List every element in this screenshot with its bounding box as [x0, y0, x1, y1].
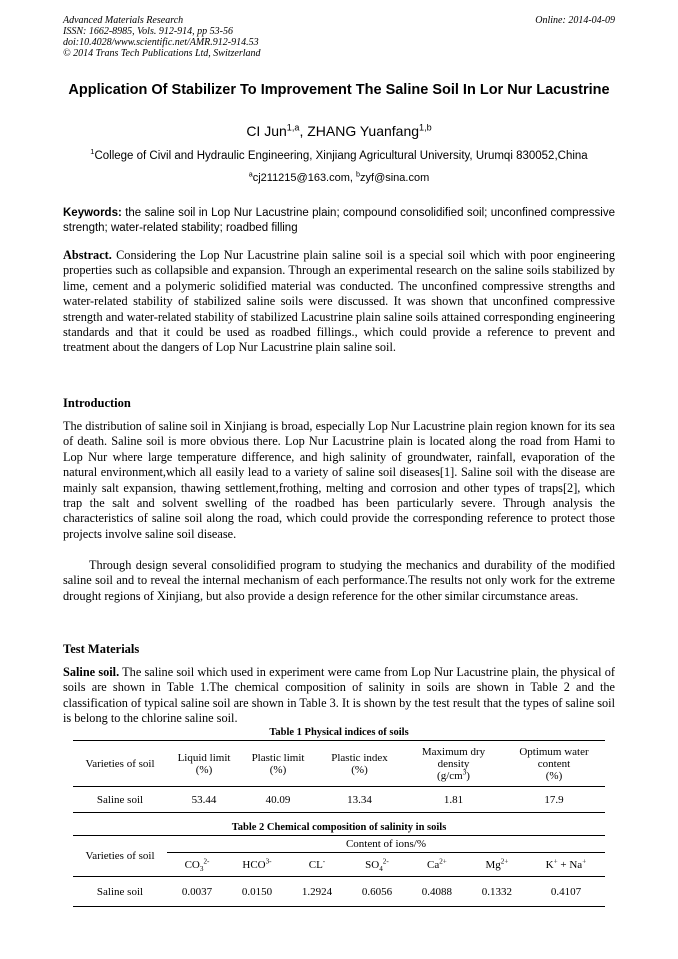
- ion-hco3-base: HCO: [242, 858, 266, 871]
- online-date: Online: 2014-04-09: [535, 15, 615, 26]
- table-2-cell-name: Saline soil: [96, 885, 144, 898]
- journal-name: Advanced Materials Research: [63, 15, 184, 26]
- table-2-caption: Table 2 Chemical composition of salinity in soils: [231, 822, 447, 833]
- author-2: ZHANG Yuanfang: [307, 123, 420, 139]
- plastic-limit-label: Plastic limit: [251, 751, 305, 764]
- ion-ca-sup: 2+: [439, 856, 447, 865]
- table-2-cell-cl: 1.2924: [301, 885, 333, 898]
- ion-hco3: [227, 853, 287, 877]
- introduction-paragraph-1: The distribution of saline soil in Xinjiang is broad, especially Lop Nur Lacustrine plain region known for its sea of death. Saline soil is more obvious there. Lop Nur Lacustrine plain is located along the road from Hami to Lop Nur where large temperature difference, and high salinity of groundwater, rainfall, evaporation of the natural environment,which all easily lead to a variety of saline soil diseases[1]. Saline soil with the disease are mainly salt expansion, thawing settlement,frothing, melting and corrosion and other types of traps[2], which trap the salt and solvent swelling of the roadbed has been particularly severe. Through analysis the characteristics of saline soil along the road, which could provide the corresponding reference to protect those projects involve saline soil disease.: [63, 419, 615, 541]
- plastic-limit-unit: (%): [269, 763, 287, 776]
- author-1-affil: 1,a: [286, 122, 300, 133]
- ion-mg-sup: 2+: [500, 856, 509, 865]
- owc-unit: (%): [545, 769, 563, 782]
- affiliation: [63, 147, 615, 162]
- emails: [63, 172, 615, 184]
- ion-so4-base: SO: [365, 858, 380, 871]
- keywords-label: Keywords:: [63, 207, 122, 219]
- author-separator: ,: [299, 123, 308, 139]
- mdd-unit-sup: 3: [462, 767, 467, 776]
- keywords-text: the saline soil in Lop Nur Lacustrine plain; compound consolidified soil; unconfined compressive strength; water-related stability; roadbed filling: [63, 207, 615, 234]
- ion-mg: [467, 853, 527, 877]
- ion-hco3-sup: 3-: [265, 856, 272, 865]
- ion-co3-sub: 3: [199, 864, 204, 873]
- table-2: [73, 835, 605, 907]
- table-2-header-row-1: [73, 836, 605, 853]
- table-1-header-liquid-limit: [167, 741, 241, 787]
- ion-cl-sup: -: [322, 856, 326, 865]
- plastic-index-unit: (%): [351, 763, 368, 776]
- keywords: [63, 206, 615, 236]
- table-row: [73, 787, 605, 813]
- table-2-header-content: Content of ions/%: [167, 836, 605, 853]
- paper-title: Application Of Stabilizer To Improvement The Saline Soil In Lor Nur Lacustrine: [68, 82, 610, 98]
- table-2-header-variety: Varieties of soil: [73, 836, 167, 877]
- mdd-label-1: Maximum dry: [421, 745, 486, 758]
- ion-co3: [167, 853, 227, 877]
- ion-so4-sup: 2-: [382, 856, 389, 865]
- owc-label-1: Optimum water: [519, 745, 589, 758]
- test-materials-heading: Test Materials: [63, 642, 140, 656]
- doi: doi:10.4028/www.scientific.net/AMR.912-914.53: [63, 37, 259, 48]
- email-a: cj211215@163.com: [252, 172, 350, 184]
- ion-na-sup: +: [582, 856, 587, 865]
- mdd-unit-base: (g/cm: [437, 769, 463, 782]
- table-2-cell-mg: 0.1332: [481, 885, 513, 898]
- table-1-header-plastic-index: [315, 741, 404, 787]
- abstract-text: Considering the Lop Nur Lacustrine plain saline soil is a special soil which with poor engineering properties such as collapsible and expansion. Through an experimental research on the saline soils stabilized by lime, cement and a polymeric solidified material was conducted. The unconfined compressive strengths and water-related stability of stabilized saline soils were discussed. It was shown that unconfined compressive strength and water-related stability of stabilized Lacustrine plain saline soils attained corresponding engineering standards and that it could be used as roadbed fillings., which could provide a reference to prevent and treatment about the dangers of Lop Nur Lacustrine plain saline soil.: [63, 248, 615, 355]
- table-2-cell-ca: 0.4088: [421, 885, 453, 898]
- mdd-unit: [406, 767, 501, 782]
- introduction-paragraph-2: Through design several consolidified program to studying the mechanics and durability of the modified saline soil and to reveal the internal mechanism of each performance.The results not only work for the extreme drought regions of Xinjiang, but also provide a design reference for the other similar circumstance areas.: [63, 558, 615, 603]
- ion-ca: [407, 853, 467, 877]
- table-2-cell-hco3: 0.0150: [241, 885, 273, 898]
- email-a-marker: a: [248, 170, 253, 179]
- ion-cl: [287, 853, 347, 877]
- affiliation-text: College of Civil and Hydraulic Engineering, Xinjiang Agricultural University, Urumqi 830052,China: [94, 150, 588, 162]
- copyright: © 2014 Trans Tech Publications Ltd, Switzerland: [63, 48, 261, 59]
- introduction-heading: Introduction: [63, 396, 131, 410]
- saline-soil-label: Saline soil.: [63, 665, 120, 679]
- issn: ISSN: 1662-8985, Vols. 912-914, pp 53-56: [63, 26, 233, 37]
- journal-header: [63, 15, 261, 59]
- ion-cl-base: CL: [308, 858, 323, 871]
- table-1: [73, 740, 605, 813]
- abstract-label: Abstract.: [63, 248, 112, 262]
- table-2-cell-so4: 0.6056: [361, 885, 393, 898]
- author-1: CI Jun: [246, 123, 287, 139]
- table-1-cell-owc: 17.9: [544, 793, 564, 806]
- table-row: [73, 877, 605, 907]
- affiliation-marker: 1: [90, 147, 95, 157]
- table-2-cell-co3: 0.0037: [181, 885, 213, 898]
- ion-k-base: K: [545, 858, 554, 871]
- table-1-cell-pi: 13.34: [347, 793, 372, 806]
- ion-mg-base: Mg: [485, 858, 501, 871]
- table-1-header-max-dry-density: [404, 741, 503, 787]
- ion-k-na: [527, 853, 605, 877]
- table-1-header-plastic-limit: [241, 741, 315, 787]
- table-1-header-optimum-water: [503, 741, 605, 787]
- table-1-cell-pl: 40.09: [265, 793, 291, 806]
- mdd-label-2: density: [437, 757, 470, 770]
- plastic-index-label: Plastic index: [331, 751, 388, 764]
- table-1-header-variety: Varieties of soil: [85, 757, 155, 770]
- email-b: zyf@sina.com: [360, 172, 430, 184]
- ion-ca-base: Ca: [427, 858, 440, 871]
- table-1-header-row: [73, 741, 605, 787]
- table-2-cell-kna: 0.4107: [550, 885, 582, 898]
- abstract: [63, 248, 615, 356]
- authors: [63, 123, 615, 139]
- email-b-marker: b: [356, 170, 361, 179]
- ion-so4: [347, 853, 407, 877]
- author-2-affil: 1,b: [419, 122, 432, 133]
- ion-co3-base: CO: [184, 858, 200, 871]
- ion-na-base: + Na: [557, 858, 583, 871]
- liquid-limit-unit: (%): [195, 763, 213, 776]
- saline-soil-text: The saline soil which used in experiment were came from Lop Nur Lacustrine plain, the physical of soils are shown in Table 1.The chemical composition of salinity in soils are shown in Table 2 and the classification of typical saline soil are shown in Table 3. It is shown by the test result that the types of saline soil is belong to the chlorine saline soil.: [63, 665, 615, 726]
- ion-co3-sup: 2-: [203, 856, 210, 865]
- ion-so4-sub: 4: [379, 864, 383, 873]
- email-separator: ,: [349, 172, 357, 184]
- table-1-caption: Table 1 Physical indices of soils: [269, 727, 409, 738]
- mdd-unit-close: ): [466, 769, 470, 782]
- table-1-cell-name: Saline soil: [96, 793, 144, 806]
- ion-k-sup: +: [553, 856, 558, 865]
- liquid-limit-label: Liquid limit: [177, 751, 231, 764]
- table-1-cell-mdd: 1.81: [443, 793, 464, 806]
- test-materials-paragraph: [63, 665, 615, 727]
- table-1-cell-ll: 53.44: [191, 793, 217, 806]
- owc-label-2: content: [537, 757, 571, 770]
